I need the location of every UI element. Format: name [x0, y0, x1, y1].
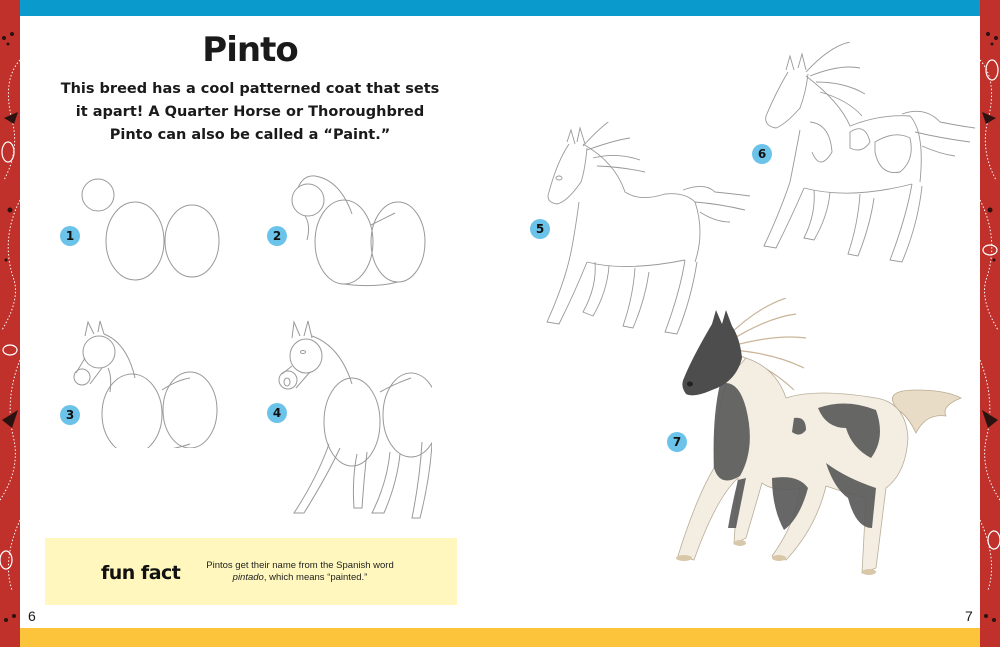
page-number-left: 6	[28, 608, 36, 624]
fun-fact-text-end: , which means “painted.”	[263, 572, 368, 583]
step-4-drawing	[272, 318, 432, 528]
step-badge-5: 5	[530, 219, 550, 239]
step-6-drawing	[750, 42, 975, 267]
page-title: Pinto	[202, 30, 298, 70]
fun-fact-box	[45, 538, 457, 605]
step-badge-3: 3	[60, 405, 80, 425]
step-7-drawing	[676, 298, 966, 583]
bottom-color-bar	[20, 628, 980, 647]
fun-fact-label: fun fact	[101, 562, 181, 584]
step-badge-7: 7	[667, 432, 687, 452]
step-badge-2: 2	[267, 226, 287, 246]
top-color-bar	[20, 0, 980, 16]
step-badge-1: 1	[60, 226, 80, 246]
page-number-right: 7	[965, 608, 973, 624]
bandana-border-right	[980, 0, 1000, 647]
step-badge-4: 4	[267, 403, 287, 423]
step-3-drawing	[72, 318, 232, 448]
step-badge-6: 6	[752, 144, 772, 164]
intro-text: This breed has a cool patterned coat that sets it apart! A Quarter Horse or Thoroughbred Pinto can also be called a “Paint.”	[60, 81, 440, 143]
step-2-drawing	[285, 170, 435, 290]
fun-fact-text	[195, 560, 405, 584]
fun-fact-italic-word: pintado	[232, 572, 264, 583]
step-1-drawing	[80, 175, 230, 285]
bandana-border-left	[0, 0, 20, 647]
fun-fact-text-start: Pintos get their name from the Spanish word	[206, 560, 394, 571]
